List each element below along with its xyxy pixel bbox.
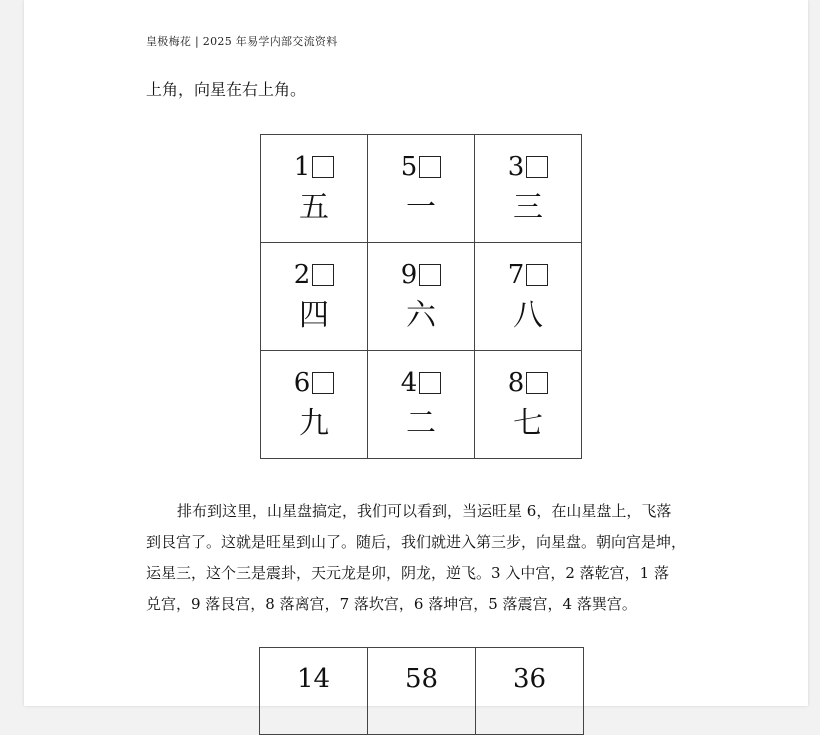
cell-palace: 四 [299,297,329,333]
paragraph-line: 排布到这里，山星盘搞定，我们可以看到，当运旺星 6，在山星盘上，飞落 [177,502,672,520]
square-glyph-icon [526,264,548,286]
grid-cell [261,351,368,459]
cell-palace: 五 [299,189,329,225]
square-glyph-icon [312,372,334,394]
grid-cell [368,351,475,459]
paragraph-line: 兑宫，9 落艮宫，8 落离宫，7 落坎宫，6 落坤宫，5 落震宫，4 落巽宫。 [146,595,637,613]
cell-number: 4 [400,367,418,398]
cell-number: 5 [400,151,418,182]
cell-number: 7 [507,259,525,290]
cell-palace: 九 [299,405,329,441]
cell-number: 1 [293,151,311,182]
grid-cell: 36 [476,648,584,735]
cell-palace: 二 [406,405,436,441]
cell-palace: 六 [406,297,436,333]
body-paragraph [146,496,706,620]
intro-line: 上角，向星在右上角。 [146,80,307,99]
nine-palace-grid-facing [259,647,584,735]
grid-cell: 58 [368,648,476,735]
square-glyph-icon [419,372,441,394]
nine-palace-grid-mountain [260,134,582,459]
square-glyph-icon [526,156,548,178]
document-page [24,0,808,706]
grid-cell: 14 [260,648,368,735]
cell-number: 2 [293,259,311,290]
square-glyph-icon [312,156,334,178]
cell-number: 6 [293,367,311,398]
grid-cell [475,351,582,459]
cell-number: 8 [507,367,525,398]
cell-palace: 一 [406,189,436,225]
grid-cell [261,135,368,243]
cell-number: 9 [400,259,418,290]
grid-cell [368,243,475,351]
grid-cell [475,243,582,351]
page-header: 皇极梅花 | 2025 年易学内部交流资料 [146,35,338,48]
cell-palace: 七 [513,405,543,441]
square-glyph-icon [312,264,334,286]
square-glyph-icon [526,372,548,394]
grid-cell [475,135,582,243]
paragraph-line: 运星三，这个三是震卦，天元龙是卯，阴龙，逆飞。3 入中宫，2 落乾宫，1 落 [146,564,669,582]
grid-cell [368,135,475,243]
square-glyph-icon [419,264,441,286]
cell-palace: 八 [513,297,543,333]
paragraph-line: 到艮宫了。这就是旺星到山了。随后，我们就进入第三步，向星盘。朝向宫是坤， [146,533,687,551]
cell-number: 3 [507,151,525,182]
cell-palace: 三 [513,189,543,225]
grid-cell [261,243,368,351]
square-glyph-icon [419,156,441,178]
